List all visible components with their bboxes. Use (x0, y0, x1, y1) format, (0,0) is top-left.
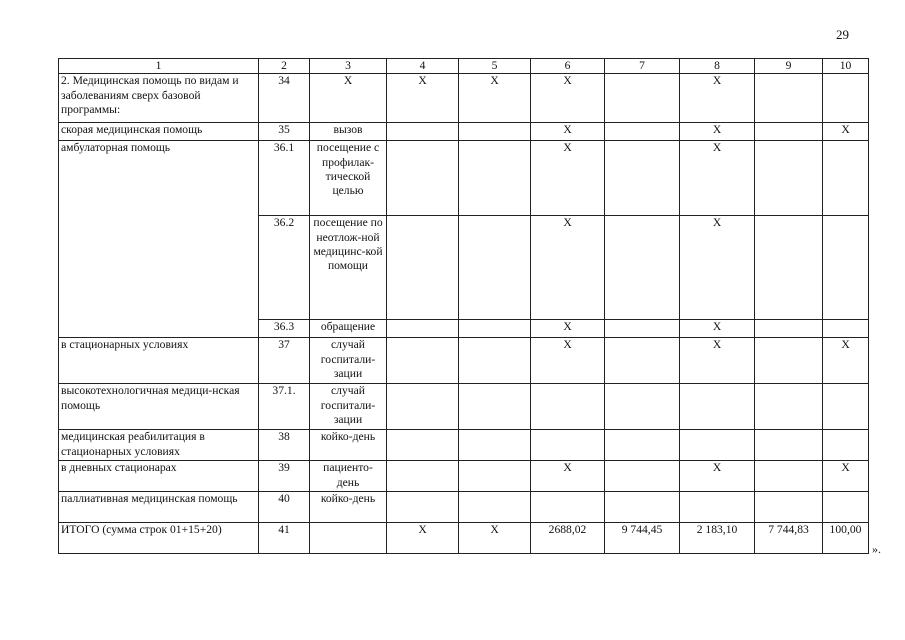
cell (755, 74, 823, 123)
cell (387, 338, 459, 384)
page-number: 29 (836, 27, 849, 42)
cell (755, 216, 823, 320)
cell: X (387, 523, 459, 554)
table-row (59, 141, 869, 216)
row-code: 36.1 (259, 141, 310, 216)
cell (755, 338, 823, 384)
cell (605, 141, 680, 216)
cell (680, 384, 755, 430)
data-table (58, 58, 869, 554)
column-header: 9 (755, 59, 823, 74)
cell (387, 320, 459, 338)
cell (387, 384, 459, 430)
closing-quote: ». (872, 542, 881, 556)
cell: 2688,02 (531, 523, 605, 554)
cell: X (680, 141, 755, 216)
table-row (59, 461, 869, 492)
total-row (59, 523, 869, 554)
cell (605, 338, 680, 384)
cell (680, 492, 755, 523)
row-unit: пациенто-день (310, 461, 387, 492)
row-code: 34 (259, 74, 310, 123)
cell: X (823, 123, 869, 141)
cell (823, 492, 869, 523)
row-name: 2. Медицинская помощь по видам и заболеваниям сверх базовой программы: (59, 74, 259, 123)
cell: X (531, 74, 605, 123)
row-unit: X (310, 74, 387, 123)
column-header: 7 (605, 59, 680, 74)
cell (605, 492, 680, 523)
cell (823, 430, 869, 461)
cell (531, 384, 605, 430)
cell (755, 320, 823, 338)
cell (755, 492, 823, 523)
cell (387, 430, 459, 461)
row-code: 40 (259, 492, 310, 523)
cell: X (531, 123, 605, 141)
cell (605, 430, 680, 461)
row-unit: обращение (310, 320, 387, 338)
cell (387, 461, 459, 492)
cell: X (680, 123, 755, 141)
row-name: амбулаторная помощь (59, 141, 259, 338)
cell (680, 430, 755, 461)
cell (459, 384, 531, 430)
cell (387, 141, 459, 216)
cell (459, 492, 531, 523)
cell: X (680, 461, 755, 492)
row-unit: посещение по неотлож-ной медицинс-кой помощи (310, 216, 387, 320)
table-row (59, 430, 869, 461)
table-row (59, 492, 869, 523)
cell: X (531, 216, 605, 320)
cell (387, 492, 459, 523)
cell (755, 461, 823, 492)
cell (823, 384, 869, 430)
cell: X (680, 338, 755, 384)
cell (823, 141, 869, 216)
row-name: высокотехнологичная медици-нская помощь (59, 384, 259, 430)
row-unit: койко-день (310, 492, 387, 523)
row-unit: койко-день (310, 430, 387, 461)
row-code: 36.2 (259, 216, 310, 320)
cell (605, 320, 680, 338)
row-name: в дневных стационарах (59, 461, 259, 492)
cell: X (823, 338, 869, 384)
cell (755, 430, 823, 461)
column-header: 10 (823, 59, 869, 74)
cell: X (459, 523, 531, 554)
column-header: 5 (459, 59, 531, 74)
cell (459, 320, 531, 338)
row-code: 37 (259, 338, 310, 384)
cell (605, 384, 680, 430)
row-code: 36.3 (259, 320, 310, 338)
row-unit (310, 523, 387, 554)
column-header: 2 (259, 59, 310, 74)
cell: 100,00 (823, 523, 869, 554)
row-name: в стационарных условиях (59, 338, 259, 384)
cell: 9 744,45 (605, 523, 680, 554)
row-name: скорая медицинская помощь (59, 123, 259, 141)
column-header: 1 (59, 59, 259, 74)
cell (823, 320, 869, 338)
cell (605, 216, 680, 320)
cell (605, 123, 680, 141)
row-code: 41 (259, 523, 310, 554)
row-code: 39 (259, 461, 310, 492)
header-row (59, 59, 869, 74)
cell: X (680, 216, 755, 320)
column-header: 8 (680, 59, 755, 74)
cell (387, 216, 459, 320)
table-row (59, 123, 869, 141)
table-row (59, 74, 869, 123)
cell: X (823, 461, 869, 492)
cell (755, 384, 823, 430)
cell: 2 183,10 (680, 523, 755, 554)
cell: X (531, 320, 605, 338)
cell: X (459, 74, 531, 123)
table-row (59, 338, 869, 384)
column-header: 3 (310, 59, 387, 74)
cell: X (531, 141, 605, 216)
cell (823, 216, 869, 320)
cell (605, 74, 680, 123)
cell (387, 123, 459, 141)
cell (605, 461, 680, 492)
cell (459, 141, 531, 216)
cell: X (531, 461, 605, 492)
cell: 7 744,83 (755, 523, 823, 554)
cell (755, 141, 823, 216)
row-code: 35 (259, 123, 310, 141)
table-row (59, 384, 869, 430)
row-unit: случай госпитали-зации (310, 384, 387, 430)
cell (823, 74, 869, 123)
row-code: 38 (259, 430, 310, 461)
cell (755, 123, 823, 141)
row-name: ИТОГО (сумма строк 01+15+20) (59, 523, 259, 554)
cell (531, 430, 605, 461)
row-unit: вызов (310, 123, 387, 141)
cell (459, 461, 531, 492)
row-unit: случай госпитали-зации (310, 338, 387, 384)
cell (459, 430, 531, 461)
column-header: 6 (531, 59, 605, 74)
cell: X (531, 338, 605, 384)
row-name: паллиативная медицинская помощь (59, 492, 259, 523)
row-unit: посещение с профилак-тической целью (310, 141, 387, 216)
column-header: 4 (387, 59, 459, 74)
row-code: 37.1. (259, 384, 310, 430)
cell (459, 216, 531, 320)
cell (531, 492, 605, 523)
cell: X (680, 320, 755, 338)
cell: X (387, 74, 459, 123)
cell (459, 338, 531, 384)
row-name: медицинская реабилитация в стационарных условиях (59, 430, 259, 461)
cell (459, 123, 531, 141)
cell: X (680, 74, 755, 123)
